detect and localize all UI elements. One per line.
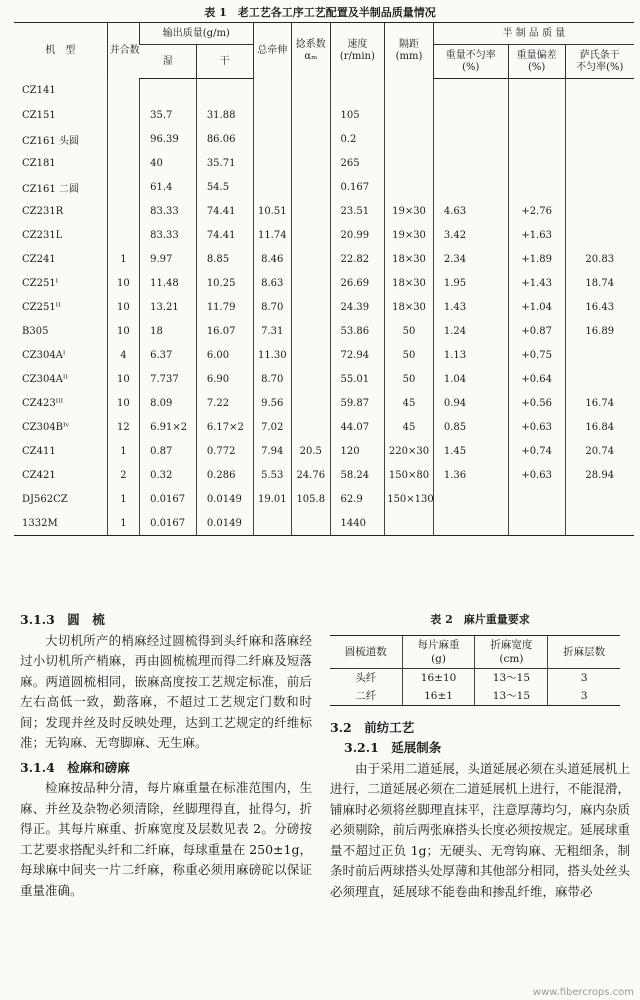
- cell-draft: [253, 151, 291, 175]
- table-row: [14, 487, 634, 511]
- cell-speed: [330, 79, 385, 104]
- cell-model: CZ151: [22, 109, 56, 121]
- right-column: [330, 610, 630, 902]
- cell-draft: 5.53: [253, 463, 291, 487]
- table-row: [14, 271, 634, 295]
- cell-doubling: [107, 103, 139, 127]
- cell-sal: 20.74: [565, 439, 634, 463]
- cell-gauge: 19×30: [385, 223, 434, 247]
- cell-sal: [565, 367, 634, 391]
- cell-gauge: 18×30: [385, 247, 434, 271]
- cell-dev: +0.75: [508, 343, 565, 367]
- cell-doubling: 10: [107, 391, 139, 415]
- cell-draft: 8.70: [253, 295, 291, 319]
- cell-wet: 96.39: [140, 127, 197, 151]
- cell-gauge: [385, 79, 434, 104]
- cell-cv: 4.63: [433, 199, 508, 223]
- cell-sal: [565, 175, 634, 199]
- table-row: [14, 199, 634, 223]
- table-row: [14, 367, 634, 391]
- cell-cv: 1.95: [433, 271, 508, 295]
- cell-twist: [292, 247, 330, 271]
- cell-gauge: 50: [385, 343, 434, 367]
- cell-speed: 20.99: [330, 223, 385, 247]
- cell-dev: +0.74: [508, 439, 565, 463]
- cell-dry: 6.90: [196, 367, 253, 391]
- cell-wet: 0.0167: [140, 487, 197, 511]
- cell-dry: 74.41: [196, 223, 253, 247]
- cell-cv: 1.36: [433, 463, 508, 487]
- table-row: [14, 439, 634, 463]
- cell-speed: 62.9: [330, 487, 385, 511]
- cell-model: B305: [22, 325, 49, 337]
- cell-model: CZ161 二圆: [22, 183, 79, 195]
- cell-doubling: 10: [107, 319, 139, 343]
- t2-cell: 13～15: [475, 668, 548, 687]
- cell-dry: 16.07: [196, 319, 253, 343]
- cell-gauge: [385, 175, 434, 199]
- cell-speed: 105: [330, 103, 385, 127]
- cell-twist: [292, 271, 330, 295]
- cell-speed: 120: [330, 439, 385, 463]
- cell-dev: [508, 487, 565, 511]
- cell-sal: [565, 343, 634, 367]
- section-3-2-1-text: 由于采用二道延展，头道延展必须在头道延展机上进行，二道延展必须在二道延展机上进行，不能混滑，铺麻时必须将丝脚理直抹平，注意厚薄均匀，麻内杂质必须剔除，前后两张麻搭头长度必须按规定。延展球重量不超过正负 1g；无硬头、无弯钩麻、无粗细条，制条时前后两球搭头处厚薄和其他部分相同，搭头处丝头必须理直，延展球不能卷曲和掺乱纤维，麻带必: [330, 760, 631, 899]
- cell-speed: 53.86: [330, 319, 385, 343]
- cell-twist: [292, 295, 330, 319]
- cell-wet: 9.97: [140, 247, 197, 271]
- cell-sal: 16.84: [565, 415, 634, 439]
- hemp-piece-weight-table: [330, 635, 620, 706]
- cell-wet: 35.7: [140, 103, 197, 127]
- cell-twist: [292, 127, 330, 151]
- cell-twist: 20.5: [292, 439, 330, 463]
- cell-cv: 1.24: [433, 319, 508, 343]
- cell-draft: [253, 175, 291, 199]
- cell-speed: 23.51: [330, 199, 385, 223]
- cell-doubling: 10: [107, 271, 139, 295]
- cell-cv: 1.43: [433, 295, 508, 319]
- cell-sal: [565, 223, 634, 247]
- cell-draft: 11.74: [253, 223, 291, 247]
- cell-dry: [196, 79, 253, 104]
- header-doubling: 并合数: [107, 23, 139, 79]
- cell-doubling: [107, 223, 139, 247]
- header-twist: 捻系数 αₘ: [292, 23, 330, 79]
- cell-wet: [140, 79, 197, 104]
- cell-gauge: 150×130: [385, 487, 434, 511]
- cell-cv: 2.34: [433, 247, 508, 271]
- watermark: www.fibercrops.com: [532, 987, 634, 998]
- table-row: [14, 511, 634, 536]
- cell-model: 1332M: [14, 511, 107, 536]
- cell-wet: 6.37: [140, 343, 197, 367]
- cell-speed: 44.07: [330, 415, 385, 439]
- cell-gauge: 50: [385, 319, 434, 343]
- cell-wet: 0.0167: [140, 511, 197, 536]
- cell-dev: +1.63: [508, 223, 565, 247]
- section-3-1-4-heading: 3.1.4 检麻和磅麻: [20, 759, 130, 775]
- table-row: [14, 415, 634, 439]
- cell-sal: 16.74: [565, 391, 634, 415]
- cell-sal: [565, 487, 634, 511]
- cell-dry: 10.25: [196, 271, 253, 295]
- t2-cell: 16±10: [402, 668, 475, 687]
- cell-model: CZ141: [22, 85, 56, 97]
- cell-twist: [292, 343, 330, 367]
- cell-draft: 19.01: [253, 487, 291, 511]
- cell-dry: 6.00: [196, 343, 253, 367]
- cell-speed: 265: [330, 151, 385, 175]
- t2-cell: 3: [548, 668, 620, 687]
- cell-gauge: 18×30: [385, 271, 434, 295]
- cell-twist: [292, 415, 330, 439]
- cell-dry: 31.88: [196, 103, 253, 127]
- cell-dry: 6.17×2: [196, 415, 253, 439]
- cell-doubling: 1: [107, 487, 139, 511]
- cell-draft: 11.30: [253, 343, 291, 367]
- t2-cell: 16±1: [402, 687, 475, 706]
- t2-header-layers: 折麻层数: [548, 635, 620, 668]
- cell-dry: 0.0149: [196, 487, 253, 511]
- cell-wet: 11.48: [140, 271, 197, 295]
- cell-dev: +0.63: [508, 415, 565, 439]
- cell-model: CZ411: [22, 445, 56, 457]
- header-quality: 半 制 品 质 量: [433, 23, 634, 45]
- cell-wet: 6.91×2: [140, 415, 197, 439]
- section-3-2-1-heading: 3.2.1 延展制条: [344, 740, 442, 755]
- cell-wet: 7.737: [140, 367, 197, 391]
- cell-dev: [508, 79, 565, 104]
- cell-model: CZ181: [22, 157, 56, 169]
- cell-twist: [292, 391, 330, 415]
- cell-doubling: 1: [107, 247, 139, 271]
- cell-dev: [508, 127, 565, 151]
- cell-sal: [565, 151, 634, 175]
- cell-model: CZ421: [22, 469, 56, 481]
- cell-doubling: [107, 199, 139, 223]
- header-saco-unevenness: 萨氏条干 不匀率(%): [565, 45, 634, 79]
- cell-speed: 24.39: [330, 295, 385, 319]
- cell-dev: +0.87: [508, 319, 565, 343]
- t2-cell: 13～15: [475, 687, 548, 706]
- cell-dry: 74.41: [196, 199, 253, 223]
- cell-wet: 13.21: [140, 295, 197, 319]
- cell-wet: 83.33: [140, 223, 197, 247]
- section-3-1-3-text: 大切机所产的梢麻经过圆梳得到头纤麻和落麻经过小切机所产梢麻，再由圆梳梳理而得二纤麻及短落麻。两道圆梳相同，嵌麻高度按工艺规定标准，前后左右高低一致，勤落麻，不超过工艺规定门数和时间；发现并丝及时反映处理，达到工艺规定的纤维标准；无钩麻、无弯脚麻、无生麻。: [20, 632, 312, 750]
- cell-gauge: [385, 511, 434, 536]
- cell-gauge: [385, 151, 434, 175]
- cell-wet: 0.87: [140, 439, 197, 463]
- table-row: [14, 175, 634, 199]
- cell-cv: 1.45: [433, 439, 508, 463]
- cell-dry: 0.286: [196, 463, 253, 487]
- cell-cv: 0.85: [433, 415, 508, 439]
- cell-draft: 9.56: [253, 391, 291, 415]
- header-output: 输出质量(g/m): [140, 23, 253, 45]
- cell-wet: 0.32: [140, 463, 197, 487]
- cell-model: CZ241: [22, 253, 56, 265]
- cell-dev: +0.56: [508, 391, 565, 415]
- cell-dry: 0.772: [196, 439, 253, 463]
- cell-model: CZ161 头圆: [22, 135, 79, 147]
- cell-speed: 0.167: [330, 175, 385, 199]
- cell-twist: 24.76: [292, 463, 330, 487]
- cell-doubling: [107, 175, 139, 199]
- table1-body: [14, 79, 634, 536]
- cell-cv: 1.04: [433, 367, 508, 391]
- table-row: [14, 391, 634, 415]
- cell-draft: [253, 103, 291, 127]
- cell-dev: [508, 511, 565, 536]
- cell-sal: 16.89: [565, 319, 634, 343]
- cell-doubling: 4: [107, 343, 139, 367]
- cell-doubling: 1: [107, 439, 139, 463]
- cell-gauge: 50: [385, 367, 434, 391]
- cell-dry: 35.71: [196, 151, 253, 175]
- cell-draft: 8.70: [253, 367, 291, 391]
- cell-gauge: 150×80: [385, 463, 434, 487]
- table-row: [14, 247, 634, 271]
- cell-dry: 7.22: [196, 391, 253, 415]
- cell-gauge: 45: [385, 415, 434, 439]
- cell-model: DJ562CZ: [22, 493, 68, 505]
- cell-draft: 10.51: [253, 199, 291, 223]
- cell-draft: 7.31: [253, 319, 291, 343]
- cell-model: CZ231R: [22, 205, 64, 217]
- cell-gauge: 18×30: [385, 295, 434, 319]
- cell-sal: 18.74: [565, 271, 634, 295]
- cell-speed: 0.2: [330, 127, 385, 151]
- cell-wet: 40: [140, 151, 197, 175]
- cell-model: CZ304Bᴵᵛ: [22, 421, 70, 433]
- cell-gauge: 220×30: [385, 439, 434, 463]
- table-row: [14, 103, 634, 127]
- table-row: [330, 668, 620, 687]
- cell-twist: [292, 175, 330, 199]
- cell-draft: 7.94: [253, 439, 291, 463]
- cell-doubling: 1: [107, 511, 139, 536]
- cell-dev: +1.04: [508, 295, 565, 319]
- table1-title: 表 1 老工艺各工序工艺配置及半制品质量情况: [204, 6, 436, 19]
- cell-twist: [292, 199, 330, 223]
- cell-twist: [292, 223, 330, 247]
- cell-dev: +0.63: [508, 463, 565, 487]
- header-gauge: 隔距 (mm): [385, 23, 434, 79]
- cell-draft: 8.46: [253, 247, 291, 271]
- table-row: [14, 343, 634, 367]
- cell-cv: [433, 151, 508, 175]
- cell-dry: 11.79: [196, 295, 253, 319]
- t2-header-weight: 每片麻重 (g): [402, 635, 475, 668]
- cell-doubling: [107, 127, 139, 151]
- cell-gauge: [385, 127, 434, 151]
- cell-model: CZ423ᴵᴵᴵ: [22, 397, 64, 409]
- cell-sal: [565, 79, 634, 104]
- cell-sal: 16.43: [565, 295, 634, 319]
- section-3-2-heading: 3.2 前纺工艺: [330, 719, 415, 735]
- cell-dev: +1.43: [508, 271, 565, 295]
- cell-wet: 83.33: [140, 199, 197, 223]
- cell-cv: 1.13: [433, 343, 508, 367]
- cell-speed: 59.87: [330, 391, 385, 415]
- cell-sal: 28.94: [565, 463, 634, 487]
- cell-sal: [565, 199, 634, 223]
- cell-dev: +2.76: [508, 199, 565, 223]
- table-row: [14, 295, 634, 319]
- cell-dev: +1.89: [508, 247, 565, 271]
- cell-cv: [433, 487, 508, 511]
- table-row: [14, 223, 634, 247]
- cell-speed: 1440: [330, 511, 385, 536]
- cell-cv: [433, 127, 508, 151]
- cell-cv: [433, 175, 508, 199]
- section-3-1-3-heading: 3.1.3 圆 梳: [20, 612, 105, 627]
- cell-twist: [292, 511, 330, 536]
- table-row: [14, 463, 634, 487]
- cell-dev: +0.64: [508, 367, 565, 391]
- t2-header-comb-passes: 圆梳道数: [330, 635, 402, 668]
- t2-cell: 头纤: [355, 671, 377, 684]
- cell-sal: 20.83: [565, 247, 634, 271]
- cell-model: CZ304Aᴵ: [22, 349, 66, 361]
- cell-speed: 58.24: [330, 463, 385, 487]
- cell-gauge: [385, 103, 434, 127]
- header-draft: 总牵伸: [253, 23, 291, 79]
- cell-model: CZ304Aᴵᴵ: [22, 373, 68, 385]
- cell-cv: [433, 511, 508, 536]
- cell-draft: 8.63: [253, 271, 291, 295]
- cell-doubling: 12: [107, 415, 139, 439]
- cell-draft: [253, 127, 291, 151]
- cell-speed: 72.94: [330, 343, 385, 367]
- cell-model: CZ231L: [22, 229, 63, 241]
- cell-cv: 3.42: [433, 223, 508, 247]
- cell-cv: 0.94: [433, 391, 508, 415]
- cell-twist: [292, 103, 330, 127]
- cell-twist: 105.8: [292, 487, 330, 511]
- table2-title: 表 2 麻片重量要求: [430, 613, 530, 626]
- cell-doubling: [107, 79, 139, 104]
- cell-twist: [292, 151, 330, 175]
- left-column: [20, 610, 312, 901]
- cell-speed: 55.01: [330, 367, 385, 391]
- cell-dry: 8.85: [196, 247, 253, 271]
- cell-gauge: 19×30: [385, 199, 434, 223]
- t2-cell: 二纤: [330, 687, 402, 706]
- cell-twist: [292, 367, 330, 391]
- header-wet: 湿: [140, 45, 197, 79]
- cell-draft: [253, 511, 291, 536]
- cell-speed: 26.69: [330, 271, 385, 295]
- table-row: [14, 151, 634, 175]
- cell-draft: [253, 79, 291, 104]
- process-config-table: [14, 22, 634, 536]
- cell-doubling: [107, 151, 139, 175]
- table-row: [330, 687, 620, 706]
- cell-speed: 22.82: [330, 247, 385, 271]
- cell-doubling: 10: [107, 367, 139, 391]
- cell-doubling: 2: [107, 463, 139, 487]
- section-3-1-4-text: 检麻按品种分清，每片麻重量在标准范围内，生麻、并丝及杂物必须清除，丝脚理得直，扯得匀，折得正。其每片麻重、折麻宽度及层数见表 2。分磅按工艺要求搭配头纤和二纤麻，每球重量在 250±1g，每球麻中间夹一片二纤麻，称重必须用麻磅砣以保证重量准确。: [20, 780, 312, 898]
- cell-cv: [433, 79, 508, 104]
- cell-dry: 54.5: [196, 175, 253, 199]
- cell-twist: [292, 79, 330, 104]
- cell-sal: [565, 127, 634, 151]
- header-dry: 干: [196, 45, 253, 79]
- table-row: [14, 79, 634, 104]
- cell-dry: 0.0149: [196, 511, 253, 536]
- cell-wet: 61.4: [140, 175, 197, 199]
- cell-wet: 18: [140, 319, 197, 343]
- header-weight-deviation: 重量偏差 (%): [508, 45, 565, 79]
- t2-header-width: 折麻宽度 (cm): [475, 635, 548, 668]
- cell-gauge: 45: [385, 391, 434, 415]
- cell-model: CZ251ᴵᴵ: [22, 301, 61, 313]
- table-row: [14, 127, 634, 151]
- t2-cell: 3: [548, 687, 620, 706]
- cell-draft: 7.02: [253, 415, 291, 439]
- cell-dev: [508, 151, 565, 175]
- table-row: [14, 319, 634, 343]
- cell-dry: 86.06: [196, 127, 253, 151]
- cell-wet: 8.09: [140, 391, 197, 415]
- cell-twist: [292, 319, 330, 343]
- cell-sal: [565, 511, 634, 536]
- cell-dev: [508, 103, 565, 127]
- cell-cv: [433, 103, 508, 127]
- cell-model: CZ251ᴵ: [22, 277, 59, 289]
- cell-dev: [508, 175, 565, 199]
- cell-sal: [565, 103, 634, 127]
- header-model: 机 型: [14, 23, 107, 79]
- header-weight-cv: 重量不匀率 (%): [433, 45, 508, 79]
- cell-doubling: 10: [107, 295, 139, 319]
- header-speed: 速度 (r/min): [330, 23, 385, 79]
